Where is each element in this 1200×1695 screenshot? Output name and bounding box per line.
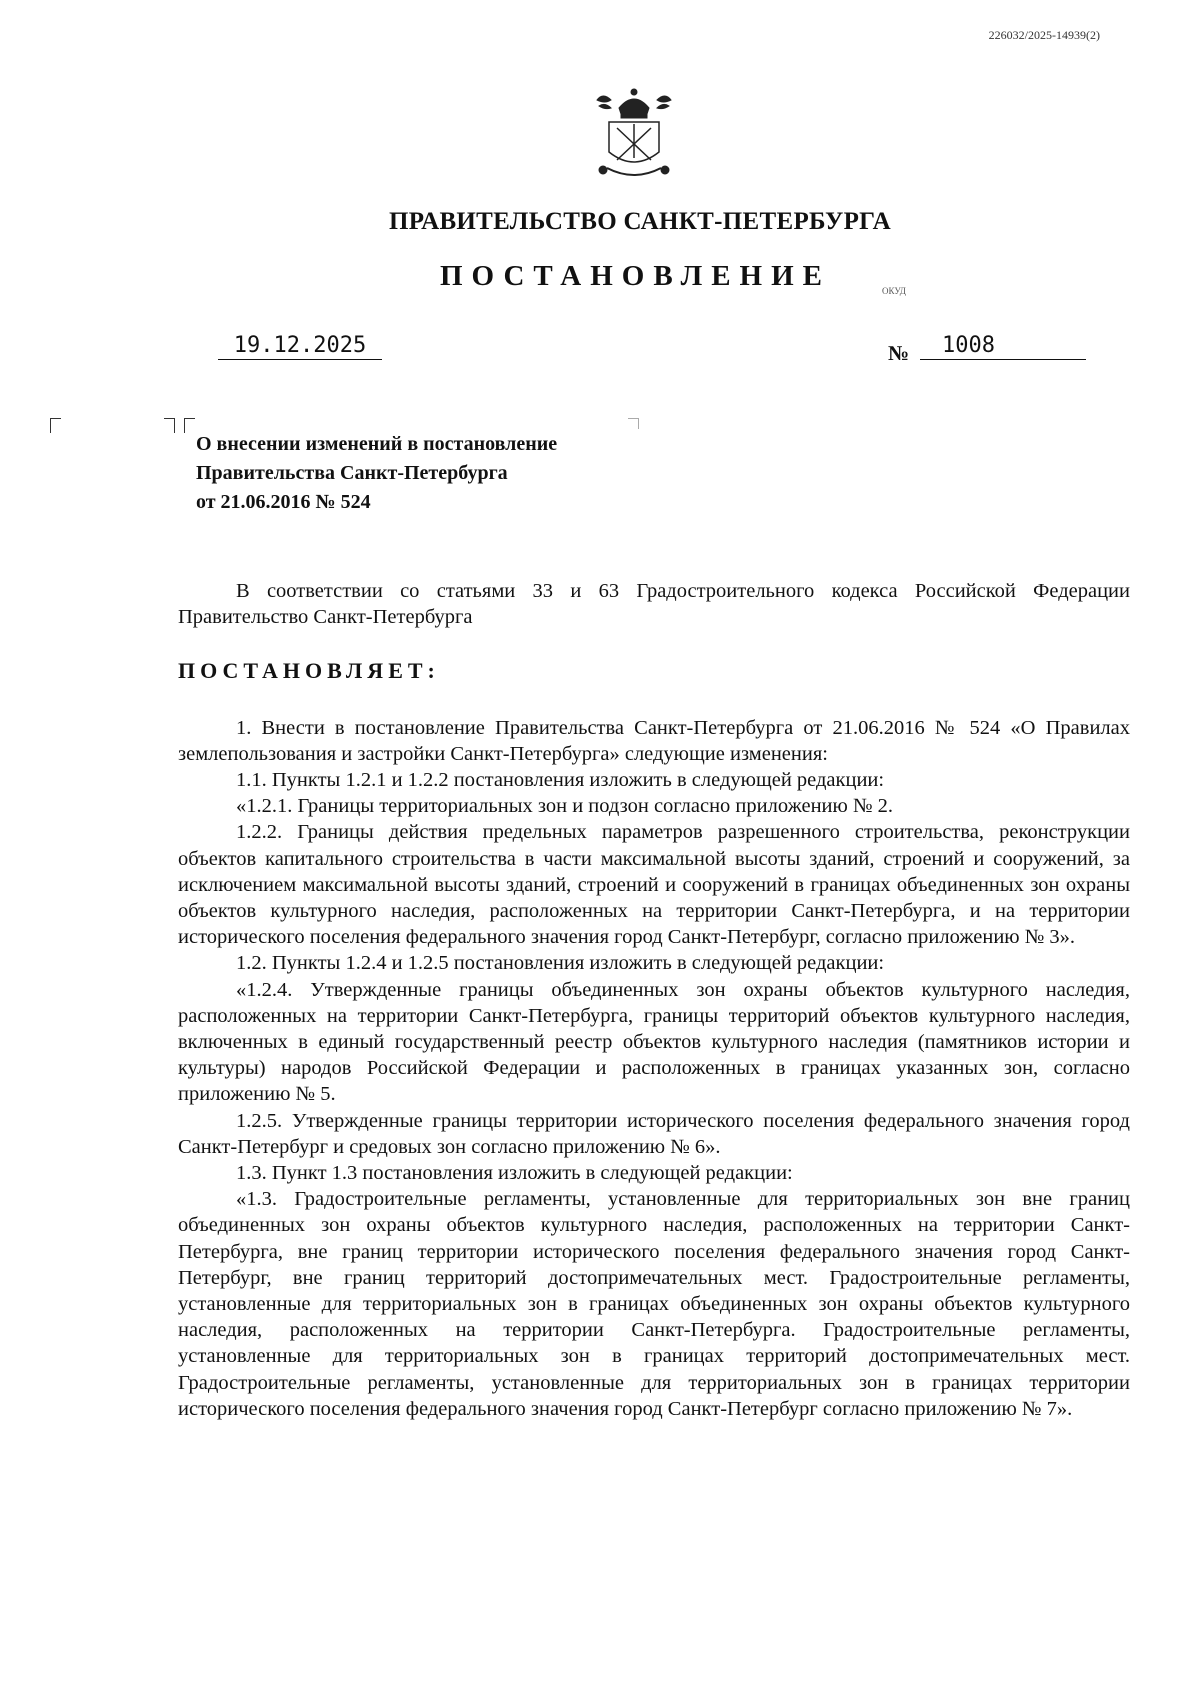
paragraph: 1.2. Пункты 1.2.4 и 1.2.5 постановления изложить в следующей редакции: (236, 952, 885, 975)
paragraph: 1. Внести в постановление Правительства Санкт-Петербурга от 21.06.2016 № 524 «О Правилах землепользования и застройки Санкт-Петербурга» следующие изменения: (178, 716, 1130, 765)
paragraph: 1.2.2. Границы действия предельных параметров разрешенного строительства, реконструкции объектов капитального строительства в части максимальной высоты зданий, строений и сооружений, за исключением максимальной высоты зданий, строений и сооружений в границах объединенных зон охраны объектов культурного наследия, расположенных на территории Санкт-Петербурга, и на территории исторического поселения федерального значения город Санкт-Петербург, согласно приложению № 3». (178, 821, 1130, 949)
paragraph: «1.2.4. Утвержденные границы объединенных зон охраны объектов культурного наследия, расположенных на территории Санкт-Петербурга, границы территорий объектов культурного наследия, включенных в единый государственный реестр объектов культурного наследия (памятников истории и культуры) народов Российской Федерации и расположенных в границах указанных зон, согласно приложению № 5. (178, 978, 1130, 1106)
paragraph: 1.1. Пункты 1.2.1 и 1.2.2 постановления изложить в следующей редакции: (236, 769, 885, 792)
preamble: В соответствии со статьями 33 и 63 Градостроительного кодекса Российской Федерации Правительство Санкт-Петербурга (178, 580, 1130, 629)
corner-mark (184, 418, 195, 433)
subject-line: О внесении изменений в постановление (196, 433, 558, 455)
paragraph: «1.2.1. Границы территориальных зон и подзон согласно приложению № 2. (236, 795, 894, 818)
corner-mark (628, 418, 639, 429)
decree-date: 19.12.2025 (218, 333, 382, 360)
corner-mark (50, 418, 61, 433)
government-name: ПРАВИТЕЛЬСТВО САНКТ-ПЕТЕРБУРГА (388, 208, 892, 235)
registration-number: 226032/2025-14939(2) (988, 28, 1100, 42)
corner-mark (164, 418, 175, 433)
paragraph: 1.2.5. Утвержденные границы территории исторического поселения федерального значения город Санкт-Петербург и средовых зон согласно приложению № 6». (178, 1109, 1130, 1158)
number-sign: № (888, 341, 910, 365)
paragraph: 1.3. Пункт 1.3 постановления изложить в следующей редакции: (236, 1162, 793, 1185)
paragraph: «1.3. Градостроительные регламенты, установленные для территориальных зон вне границ объединенных зон охраны объектов культурного наследия, расположенных на территории Санкт-Петербурга, вне границ территории исторического поселения федерального значения город Санкт-Петербург, вне границ территорий достопримечательных мест. Градостроительные регламенты, установленные для территориальных зон в границах объединенных зон охраны объектов культурного наследия, расположенных на территории Санкт-Петербурга. Градостроительные регламенты, установленные для территориальных зон в границах территорий достопримечательных мест. Градостроительные регламенты, установленные для территориальных зон в границах территории исторического поселения федерального значения город Санкт-Петербург согласно приложению № 7». (178, 1188, 1130, 1420)
okud-label: ОКУД (882, 286, 906, 296)
subject-line: от 21.06.2016 № 524 (196, 491, 371, 513)
coat-of-arms-emblem (589, 86, 679, 182)
subject-line: Правительства Санкт-Петербурга (196, 462, 508, 484)
decree-subject (196, 430, 557, 517)
resolves-heading: ПОСТАНОВЛЯЕТ: (178, 658, 440, 684)
decree-body (178, 578, 1130, 1422)
decree-title: ПОСТАНОВЛЕНИЕ (440, 260, 832, 292)
decree-number: 1008 (920, 333, 1086, 360)
